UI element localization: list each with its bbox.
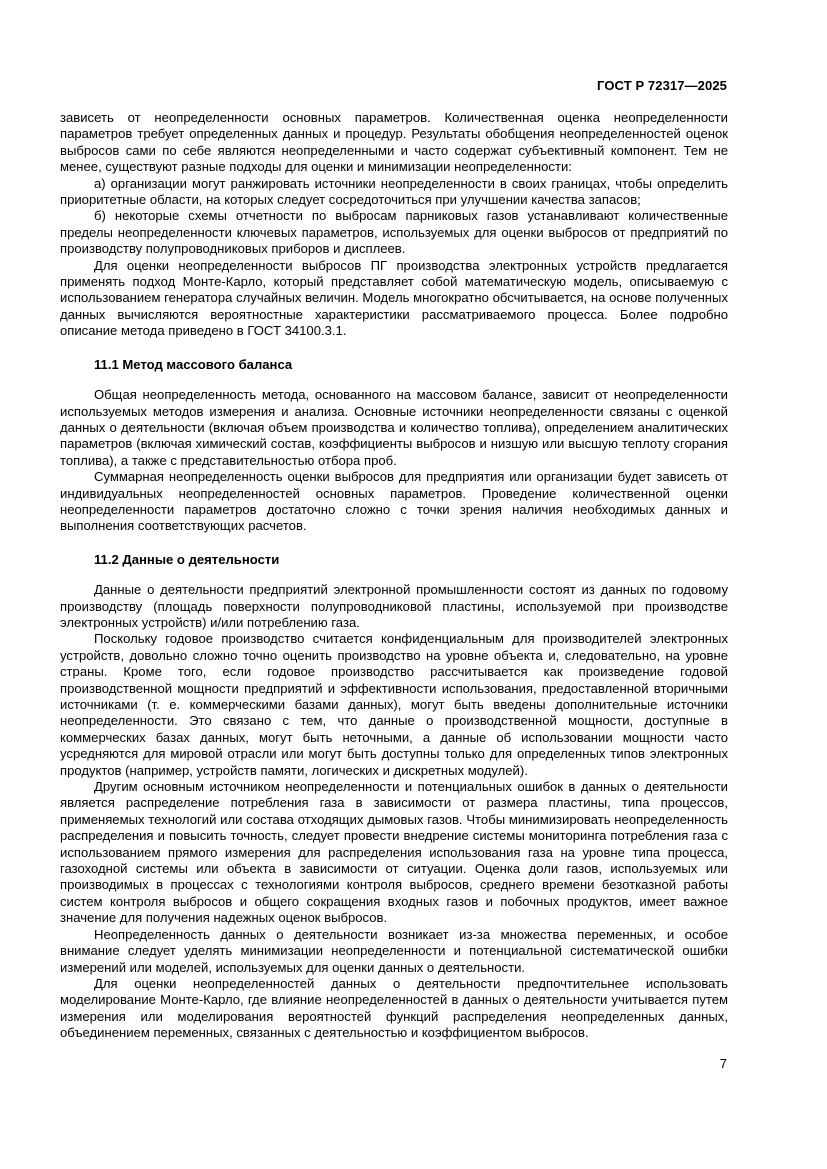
section-11-2-paragraph: Данные о деятельности предприятий электронной промышленности состоят из данных по годовому производству (площадь поверхности полупроводниковой пластины, используемой при производстве электронных устройств) и/или потреблению газа. — [60, 582, 728, 630]
document-header: ГОСТ Р 72317—2025 — [597, 78, 727, 93]
section-11-1-paragraph: Суммарная неопределенность оценки выбросов для предприятия или организации будет зависеть от индивидуальных неопределенностей основных параметров. Проведение количественной оценки неопределенности параметров достаточно сложно с точки зрения наличия необходимых данных и выполнения соответствующих расчетов. — [60, 469, 728, 534]
section-11-2-paragraph: Для оценки неопределенностей данных о деятельности предпочтительнее использовать моделирование Монте-Карло, где влияние неопределенностей в данных о деятельности учитывается путем измерения или моделирования вероятностей функций распределения неопределенных данных, объединением переменных, связанных с деятельностью и коэффициентом выбросов. — [60, 975, 728, 1041]
section-11-2-paragraph: Поскольку годовое производство считается конфиденциальным для производителей электронных устройств, довольно сложно точно оценить производство на уровне объекта и, следовательно, на уровне страны. Кроме того, если годовое производство рассчитывается как произведение годовой производственной мощности предприятий и эффективности использования, предоставленной вторичными источниками (т. е. коммерческими базами данных), могут быть введены дополнительные источники неопределенности. Это связано с тем, что данные о производственной мощности, доступные в коммерческих базах данных, могут быть неточными, а данные об использовании мощности часто усредняются для мировой отрасли или могут быть доступны только для определенных типов электронных продуктов (например, устройств памяти, логических и дискретных модулей). — [60, 631, 728, 778]
section-11-1-paragraph: Общая неопределенность метода, основанного на массовом балансе, зависит от неопределенности используемых методов измерения и анализа. Основные источники неопределенности связаны с оценкой данных о деятельности (включая объем производства и количество топлива), определением аналитических параметров (включая химический состав, коэффициенты выбросов и низшую или высшую теплоту сгорания топлива), а также с представительностью отбора проб. — [60, 387, 728, 468]
list-item-a: а) организации могут ранжировать источники неопределенности в своих границах, чтобы определить приоритетные области, на которых следует сосредоточиться при улучшении качества запасов; — [60, 175, 728, 208]
document-body — [60, 110, 728, 1042]
section-heading-11-2: 11.2 Данные о деятельности — [94, 551, 280, 567]
section-11-2-paragraph: Неопределенность данных о деятельности возникает из-за множества переменных, и особое внимание следует уделять минимизации неопределенности и потенциальной систематической ошибки измерений или моделей, используемых для оценки данных о деятельности. — [60, 926, 728, 975]
page-number: 7 — [719, 1056, 727, 1071]
list-item-b: б) некоторые схемы отчетности по выбросам парниковых газов устанавливают количественные пределы неопределенности ключевых параметров, используемых для оценки выбросов от предприятий по производству полупроводниковых приборов и дисплеев. — [60, 208, 728, 257]
intro-paragraph: зависеть от неопределенности основных параметров. Количественная оценка неопределенности параметров требует определенных данных и процедур. Результаты обобщения неопределенностей оценок выбросов сами по себе являются неопределенными и часто содержат субъективный компонент. Тем не менее, существуют разные подходы для оценки и минимизации неопределенности: — [60, 110, 728, 175]
monte-carlo-paragraph: Для оценки неопределенности выбросов ПГ производства электронных устройств предлагается применять подход Монте-Карло, который представляет собой математическую модель, описываемую с использованием генератора случайных величин. Модель многократно обсчитывается, на основе полученных данных вычисляются вероятностные характеристики рассматриваемого процесса. Более подробно описание метода приведено в ГОСТ 34100.3.1. — [60, 257, 728, 339]
section-11-2-paragraph: Другим основным источником неопределенности и потенциальных ошибок в данных о деятельности является распределение потребления газа в зависимости от размера пластины, типа процессов, применяемых технологий или состава отходящих дымовых газов. Чтобы минимизировать неопределенность распределения и повысить точность, следует провести внедрение системы мониторинга потребления газа с использованием прямого измерения для распределения использования газа на уровне типа процесса, газоходной системы или объекта в зависимости от ситуации. Оценка доли газов, используемых или производимых в процессах с технологиями контроля выбросов, среднего времени безотказной работы систем контроля выбросов и общего сокращения входных газов и побочных продуктов, имеет важное значение для получения надежных оценок выбросов. — [60, 779, 728, 926]
section-heading-11-1: 11.1 Метод массового баланса — [94, 356, 293, 372]
